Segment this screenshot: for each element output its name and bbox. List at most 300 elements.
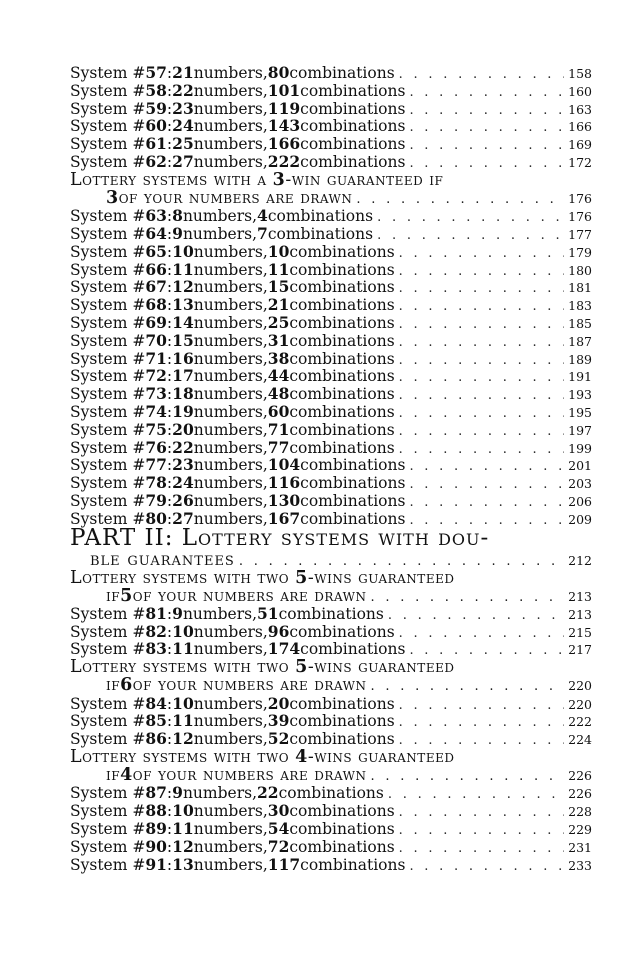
dot-leader	[409, 119, 564, 137]
system-label: System #	[70, 640, 146, 659]
numbers-count: 11	[172, 711, 194, 731]
combinations-label: combinations	[300, 99, 406, 118]
dot-leader	[399, 625, 564, 643]
system-label: System #	[70, 837, 146, 856]
section-heading-two-5-wins-if-6[interactable]	[70, 658, 592, 694]
dot-leader	[399, 298, 564, 316]
numbers-count: 12	[172, 729, 194, 749]
numbers-label: numbers,	[193, 622, 268, 641]
numbers-label: numbers,	[193, 296, 268, 315]
colon: :	[166, 456, 173, 475]
section-title-text: of your numbers are drawn	[132, 585, 367, 606]
section-title-text: if	[106, 585, 121, 606]
toc-entry[interactable]	[70, 367, 592, 385]
page-number: 213	[568, 588, 592, 604]
numbers-label: numbers,	[193, 385, 268, 404]
section-title-text: -wins guaranteed	[307, 747, 455, 768]
page-number: 183	[568, 298, 592, 314]
system-label: System #	[70, 474, 146, 493]
page-number: 163	[568, 101, 592, 117]
dot-leader	[409, 858, 564, 876]
system-number: 61	[145, 134, 167, 154]
system-label: System #	[70, 278, 146, 297]
page-number: 226	[568, 768, 592, 784]
colon: :	[166, 694, 173, 713]
system-label: System #	[70, 802, 146, 821]
colon: :	[166, 855, 173, 874]
combinations-count: 52	[267, 729, 290, 749]
combinations-count: 10	[267, 241, 290, 261]
numbers-label: numbers,	[193, 802, 268, 821]
toc-entry[interactable]	[70, 730, 592, 748]
dot-leader	[409, 137, 564, 155]
combinations-count: 38	[267, 348, 290, 368]
combinations-label: combinations	[300, 509, 406, 528]
colon: :	[166, 420, 173, 439]
section-heading-two-4-wins[interactable]	[70, 748, 592, 784]
system-number: 90	[145, 836, 167, 856]
toc-entry[interactable]	[70, 135, 592, 153]
numbers-label: numbers,	[193, 820, 268, 838]
page-number: 226	[568, 786, 592, 802]
colon: :	[166, 509, 173, 528]
system-label: System #	[70, 855, 146, 874]
combinations-label: combinations	[289, 278, 395, 297]
numbers-count: 10	[172, 693, 194, 713]
page-number: 191	[568, 369, 592, 385]
toc-entry[interactable]	[70, 838, 592, 856]
toc-entry[interactable]	[70, 278, 592, 296]
colon: :	[166, 207, 173, 226]
page-number: 199	[568, 440, 592, 456]
combinations-count: 54	[267, 819, 290, 838]
dot-leader	[377, 227, 564, 245]
numbers-count: 9	[172, 223, 183, 243]
system-number: 71	[145, 348, 167, 368]
colon: :	[166, 260, 173, 279]
colon: :	[166, 784, 173, 803]
section-title-text: if	[106, 765, 121, 786]
combinations-count: 130	[267, 490, 301, 510]
system-label: System #	[70, 820, 146, 838]
dot-leader	[409, 476, 564, 494]
system-label: System #	[70, 694, 146, 713]
combinations-label: combinations	[289, 367, 395, 386]
page-number: 179	[568, 244, 592, 260]
toc-entry[interactable]	[70, 385, 592, 403]
numbers-count: 19	[172, 401, 194, 421]
system-label: System #	[70, 135, 146, 154]
system-label: System #	[70, 491, 146, 510]
combinations-count: 71	[267, 419, 290, 439]
numbers-count: 22	[172, 80, 194, 100]
combinations-label: combinations	[289, 820, 395, 838]
combinations-label: combinations	[300, 135, 406, 154]
system-number: 60	[145, 116, 167, 136]
system-number: 69	[145, 312, 167, 332]
colon: :	[166, 117, 173, 136]
page-number: 213	[568, 606, 592, 622]
colon: :	[166, 622, 173, 641]
system-label: System #	[70, 117, 146, 136]
toc-entry[interactable]	[70, 207, 592, 225]
page-number: 209	[568, 511, 592, 527]
dot-leader	[399, 316, 564, 334]
combinations-label: combinations	[300, 640, 406, 659]
numbers-count: 12	[172, 836, 194, 856]
numbers-label: numbers,	[193, 640, 268, 659]
toc-entry[interactable]	[70, 439, 592, 457]
system-number: 87	[145, 783, 167, 803]
combinations-count: 80	[267, 63, 290, 82]
system-number: 59	[145, 98, 167, 118]
section-title-text: of your numbers are drawn	[132, 765, 367, 786]
toc-entry[interactable]	[70, 421, 592, 439]
combinations-count: 30	[267, 801, 290, 821]
system-number: 58	[145, 80, 167, 100]
numbers-label: numbers,	[193, 456, 268, 475]
page-number: 160	[568, 83, 592, 99]
colon: :	[166, 81, 173, 100]
combinations-label: combinations	[278, 784, 384, 803]
section-title-number: 3	[106, 187, 119, 208]
system-label: System #	[70, 331, 146, 350]
combinations-count: 117	[267, 854, 301, 874]
system-number: 76	[145, 437, 167, 457]
colon: :	[166, 224, 173, 243]
system-number: 63	[145, 206, 167, 226]
system-number: 65	[145, 241, 167, 261]
toc-entry[interactable]	[70, 332, 592, 350]
toc-entry[interactable]	[70, 243, 592, 261]
colon: :	[166, 491, 173, 510]
toc-entry[interactable]	[70, 856, 592, 874]
combinations-count: 4	[257, 206, 268, 226]
combinations-count: 166	[267, 134, 301, 154]
colon: :	[166, 64, 173, 82]
numbers-label: numbers,	[193, 402, 268, 421]
toc-entry[interactable]	[70, 314, 592, 332]
system-number: 86	[145, 729, 167, 749]
toc-entry[interactable]	[70, 802, 592, 820]
combinations-count: 48	[267, 384, 290, 404]
dot-leader	[399, 66, 564, 84]
dot-leader	[399, 369, 564, 387]
colon: :	[166, 438, 173, 457]
page-number: 158	[568, 66, 592, 81]
section-title-text: Lottery systems with two	[70, 567, 296, 588]
toc-entry[interactable]	[70, 605, 592, 623]
system-label: System #	[70, 385, 146, 404]
numbers-count: 27	[172, 151, 194, 171]
page-number: 185	[568, 315, 592, 331]
system-number: 74	[145, 401, 167, 421]
page-number: 177	[568, 226, 592, 242]
numbers-label: numbers,	[182, 784, 258, 803]
combinations-label: combinations	[289, 260, 395, 279]
numbers-label: numbers,	[193, 278, 268, 297]
numbers-label: numbers,	[193, 367, 268, 386]
system-number: 77	[145, 455, 167, 475]
system-label: System #	[70, 730, 146, 749]
dot-leader	[388, 607, 564, 625]
dot-leader	[388, 786, 564, 804]
toc-entry[interactable]	[70, 153, 592, 171]
combinations-count: 119	[267, 98, 301, 118]
combinations-label: combinations	[289, 802, 395, 821]
numbers-label: numbers,	[182, 207, 258, 226]
colon: :	[166, 99, 173, 118]
toc-entry[interactable]	[70, 261, 592, 279]
numbers-count: 16	[172, 348, 194, 368]
numbers-label: numbers,	[193, 117, 268, 136]
part-title-line2: ble guarantees	[90, 548, 235, 570]
system-label: System #	[70, 260, 146, 279]
colon: :	[166, 820, 173, 838]
numbers-count: 9	[172, 783, 183, 803]
dot-leader	[399, 804, 564, 822]
part-title-line1: PART II: Lottery systems with dou-	[70, 524, 490, 551]
system-number: 85	[145, 711, 167, 731]
colon: :	[166, 385, 173, 404]
system-label: System #	[70, 296, 146, 315]
dot-leader	[399, 822, 564, 840]
numbers-label: numbers,	[193, 349, 268, 368]
system-number: 57	[145, 63, 167, 82]
combinations-label: combinations	[289, 837, 395, 856]
toc-block-1	[70, 64, 592, 171]
page-number: 224	[568, 732, 592, 748]
system-label: System #	[70, 456, 146, 475]
numbers-count: 10	[172, 241, 194, 261]
toc-entry[interactable]	[70, 820, 592, 838]
colon: :	[166, 730, 173, 749]
numbers-count: 8	[172, 206, 183, 226]
combinations-count: 21	[267, 295, 290, 315]
numbers-count: 23	[172, 98, 194, 118]
toc-entry[interactable]	[70, 492, 592, 510]
dot-leader	[399, 352, 564, 370]
toc-block-3	[70, 605, 592, 658]
part-heading-ii[interactable]	[70, 524, 592, 570]
section-title-text: Lottery systems with two	[70, 657, 296, 678]
dot-leader	[377, 209, 564, 227]
numbers-count: 25	[172, 134, 194, 154]
system-number: 80	[145, 508, 167, 528]
page-number: 228	[568, 804, 592, 820]
section-title-number: 6	[120, 675, 133, 696]
combinations-label: combinations	[289, 622, 395, 641]
system-label: System #	[70, 313, 146, 332]
system-label: System #	[70, 622, 146, 641]
toc-entry[interactable]	[70, 100, 592, 118]
toc-block-4	[70, 695, 592, 748]
combinations-label: combinations	[300, 152, 406, 171]
combinations-count: 31	[267, 330, 290, 350]
toc-entry[interactable]	[70, 403, 592, 421]
combinations-label: combinations	[289, 730, 395, 749]
system-label: System #	[70, 712, 146, 731]
dot-leader	[399, 697, 564, 715]
system-label: System #	[70, 224, 146, 243]
combinations-count: 101	[267, 80, 301, 100]
combinations-label: combinations	[300, 117, 406, 136]
numbers-count: 10	[172, 801, 194, 821]
combinations-count: 15	[267, 277, 290, 297]
system-label: System #	[70, 99, 146, 118]
system-number: 66	[145, 259, 167, 279]
numbers-count: 9	[172, 603, 183, 623]
page-number: 215	[568, 624, 592, 640]
combinations-label: combinations	[289, 438, 395, 457]
toc-entry[interactable]	[70, 695, 592, 713]
section-heading-two-5-wins-if-5[interactable]	[70, 569, 592, 605]
section-title-text: if	[106, 675, 121, 696]
section-title-text: of your numbers are drawn	[132, 675, 367, 696]
toc-entry[interactable]	[70, 784, 592, 802]
page-number: 212	[568, 552, 592, 568]
numbers-label: numbers,	[193, 135, 268, 154]
section-title-number: 5	[120, 585, 133, 606]
page-number: 195	[568, 404, 592, 420]
toc-entry[interactable]	[70, 623, 592, 641]
numbers-label: numbers,	[193, 837, 268, 856]
combinations-label: combinations	[300, 474, 406, 493]
system-number: 64	[145, 223, 167, 243]
combinations-label: combinations	[300, 491, 406, 510]
colon: :	[166, 152, 173, 171]
combinations-label: combinations	[289, 385, 395, 404]
page-number: 197	[568, 422, 592, 438]
system-number: 68	[145, 295, 167, 315]
page-number: 220	[568, 678, 592, 694]
combinations-label: combinations	[289, 296, 395, 315]
numbers-label: numbers,	[193, 855, 268, 874]
toc-entry[interactable]	[70, 456, 592, 474]
system-label: System #	[70, 784, 146, 803]
dot-leader	[399, 334, 564, 352]
numbers-label: numbers,	[193, 331, 268, 350]
numbers-count: 13	[172, 295, 194, 315]
colon: :	[166, 135, 173, 154]
numbers-count: 23	[172, 455, 194, 475]
page-number: 166	[568, 119, 592, 135]
system-number: 88	[145, 801, 167, 821]
dot-leader	[399, 263, 564, 281]
system-label: System #	[70, 438, 146, 457]
numbers-label: numbers,	[193, 242, 268, 261]
numbers-count: 26	[172, 490, 194, 510]
page-number: 193	[568, 387, 592, 403]
toc-entry[interactable]	[70, 64, 592, 82]
numbers-count: 24	[172, 473, 194, 493]
numbers-count: 22	[172, 437, 194, 457]
combinations-label: combinations	[267, 207, 374, 226]
combinations-count: 39	[267, 711, 290, 731]
colon: :	[166, 474, 173, 493]
numbers-count: 17	[172, 366, 194, 386]
system-label: System #	[70, 604, 146, 623]
page-number: 203	[568, 476, 592, 492]
dot-leader	[399, 714, 564, 732]
system-number: 81	[145, 603, 167, 623]
page-number: 220	[568, 696, 592, 712]
page-number: 172	[568, 154, 592, 170]
combinations-label: combinations	[289, 331, 395, 350]
colon: :	[166, 604, 173, 623]
system-number: 72	[145, 366, 167, 386]
toc-entry[interactable]	[70, 712, 592, 730]
page-number: 231	[568, 839, 592, 855]
toc-entry[interactable]	[70, 296, 592, 314]
numbers-label: numbers,	[193, 81, 268, 100]
section-title-text: -win guaranteed if	[285, 169, 444, 190]
toc-entry[interactable]	[70, 474, 592, 492]
numbers-count: 20	[172, 419, 194, 439]
dot-leader	[399, 405, 564, 423]
toc-entry[interactable]	[70, 82, 592, 100]
combinations-count: 51	[257, 603, 279, 623]
numbers-count: 15	[172, 330, 194, 350]
system-label: System #	[70, 367, 146, 386]
page-number: 187	[568, 333, 592, 349]
numbers-count: 11	[172, 639, 194, 659]
dot-leader	[399, 387, 564, 405]
toc-entry[interactable]	[70, 117, 592, 135]
toc-entry[interactable]	[70, 640, 592, 658]
numbers-label: numbers,	[193, 420, 268, 439]
numbers-label: numbers,	[193, 438, 268, 457]
colon: :	[166, 278, 173, 297]
toc-entry[interactable]	[70, 225, 592, 243]
combinations-count: 143	[267, 116, 301, 136]
section-title-number: 4	[120, 765, 133, 786]
section-title-text: of your numbers are drawn	[118, 187, 353, 208]
section-title-number: 5	[295, 657, 308, 678]
system-number: 83	[145, 639, 167, 659]
combinations-label: combinations	[289, 420, 395, 439]
dot-leader	[409, 84, 564, 102]
colon: :	[166, 802, 173, 821]
numbers-label: numbers,	[193, 152, 268, 171]
colon: :	[166, 640, 173, 659]
section-title-text: -wins guaranteed	[307, 657, 455, 678]
system-number: 78	[145, 473, 167, 493]
numbers-count: 21	[172, 63, 194, 82]
toc-block-2	[70, 207, 592, 527]
combinations-label: combinations	[300, 81, 406, 100]
section-title-text: -wins guaranteed	[307, 567, 455, 588]
system-label: System #	[70, 207, 146, 226]
system-number: 79	[145, 490, 167, 510]
combinations-count: 11	[267, 259, 290, 279]
numbers-label: numbers,	[182, 604, 258, 623]
toc-entry[interactable]	[70, 350, 592, 368]
page-number: 176	[568, 209, 592, 225]
combinations-count: 96	[267, 621, 290, 641]
system-label: System #	[70, 349, 146, 368]
system-number: 67	[145, 277, 167, 297]
section-heading-3-win[interactable]	[70, 171, 592, 207]
colon: :	[166, 331, 173, 350]
section-title-number: 3	[272, 169, 286, 190]
dot-leader	[370, 589, 564, 607]
colon: :	[166, 402, 173, 421]
page-number: 229	[568, 822, 592, 837]
system-number: 84	[145, 693, 167, 713]
numbers-label: numbers,	[193, 694, 268, 713]
combinations-label: combinations	[289, 694, 395, 713]
